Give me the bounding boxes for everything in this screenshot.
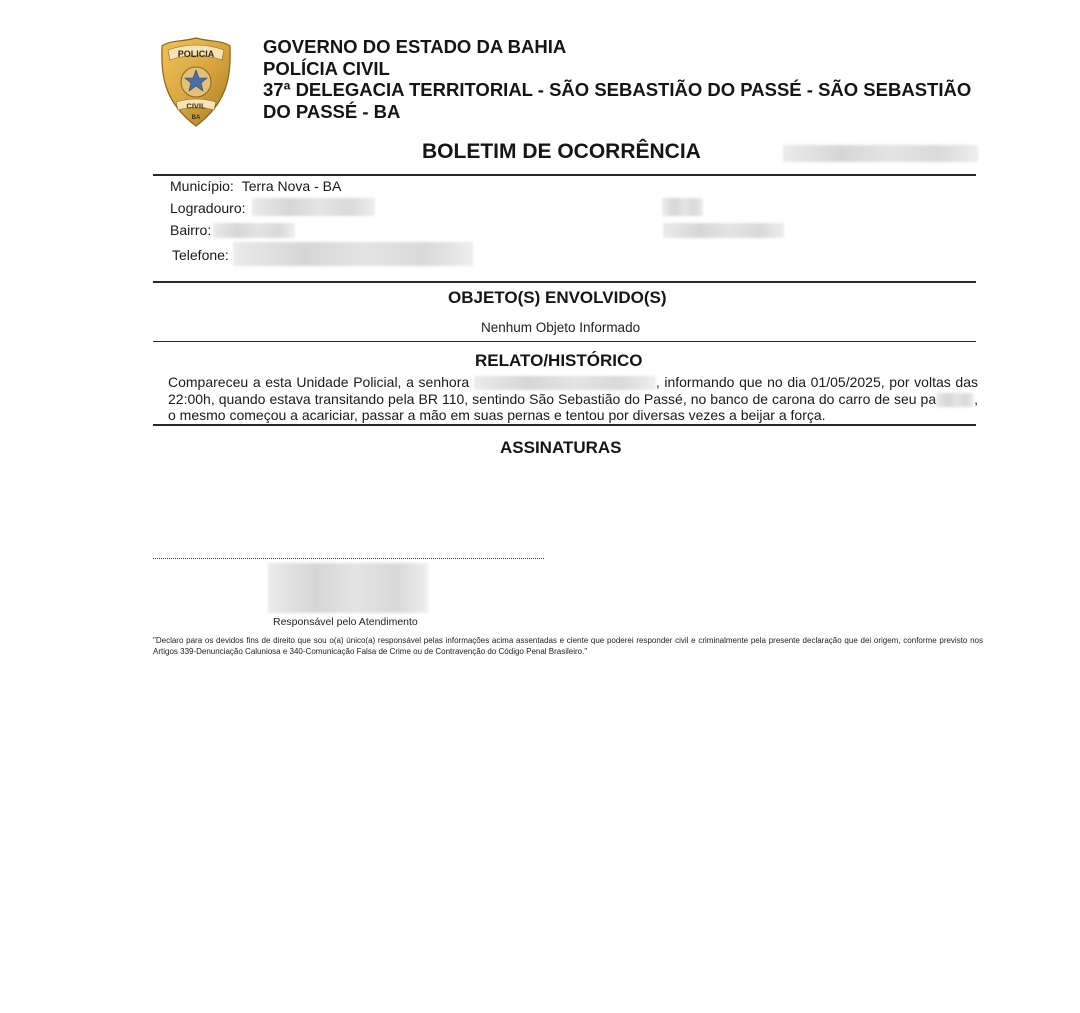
badge-bottom-text: CIVIL <box>186 101 206 111</box>
redacted-bairro <box>213 223 295 238</box>
redacted-responsavel-name <box>268 563 428 613</box>
municipio-label: Município: <box>170 178 234 194</box>
relato-part2: , informando que no dia 01/05/2025, por voltas das 22:00h, quando estava transitando pela BR 110, sentindo São Sebastião do Passé, no banco de carona do carro de seu pa <box>168 374 978 407</box>
objetos-title: OBJETO(S) ENVOLVIDO(S) <box>448 288 667 307</box>
redacted-name <box>474 376 656 390</box>
relato-part3: , o mesmo começou a acariciar, passar a mão em suas pernas e tentou por diversas vezes a beijar a força. <box>168 390 978 423</box>
divider <box>153 281 976 283</box>
relato-title: RELATO/HISTÓRICO <box>475 351 643 370</box>
redacted-logradouro <box>252 198 375 216</box>
telefone-label: Telefone: <box>172 247 229 263</box>
assinaturas-title: ASSINATURAS <box>500 438 622 457</box>
signature-line <box>153 558 544 559</box>
bairro-label: Bairro: <box>170 222 212 238</box>
divider <box>153 174 976 176</box>
divider <box>153 341 976 342</box>
policia-civil-badge-logo <box>160 36 232 128</box>
responsavel-label: Responsável pelo Atendimento <box>273 616 418 628</box>
document-title: BOLETIM DE OCORRÊNCIA <box>422 140 701 163</box>
legal-disclaimer: "Declaro para os devidos fins de direito que sou o(a) único(a) responsável pelas informações acima assentadas e ciente que poderei responder civil e criminalmente pela presente declaração que dei origem, conforme previsto nos Artigos 339-Denunciação Caluniosa e 340-Comunicação Falsa de Crime ou de Contravenção do Código Penal Brasileiro." <box>153 636 983 656</box>
redacted-relation <box>936 393 974 407</box>
redacted-telefone <box>233 242 473 266</box>
header-police: POLÍCIA CIVIL <box>263 58 390 79</box>
objetos-value: Nenhum Objeto Informado <box>481 320 641 335</box>
municipio-value: Terra Nova - BA <box>241 178 342 194</box>
divider <box>153 424 976 426</box>
header-delegacia: 37ª DELEGACIA TERRITORIAL - SÃO SEBASTIÃO DO PASSÉ - SÃO SEBASTIÃO DO PASSÉ - BA <box>263 79 972 122</box>
relato-part1: Compareceu a esta Unidade Policial, a senhora <box>168 374 474 390</box>
badge-state-text: BA <box>191 115 201 121</box>
redacted-complemento <box>663 223 784 238</box>
redacted-bo-number <box>783 145 978 162</box>
municipio-row <box>170 178 341 194</box>
badge-top-text: POLICIA <box>177 49 215 59</box>
header-government: GOVERNO DO ESTADO DA BAHIA <box>263 36 567 57</box>
logradouro-label: Logradouro: <box>170 200 246 216</box>
relato-text <box>168 374 978 424</box>
redacted-numero <box>662 198 703 216</box>
